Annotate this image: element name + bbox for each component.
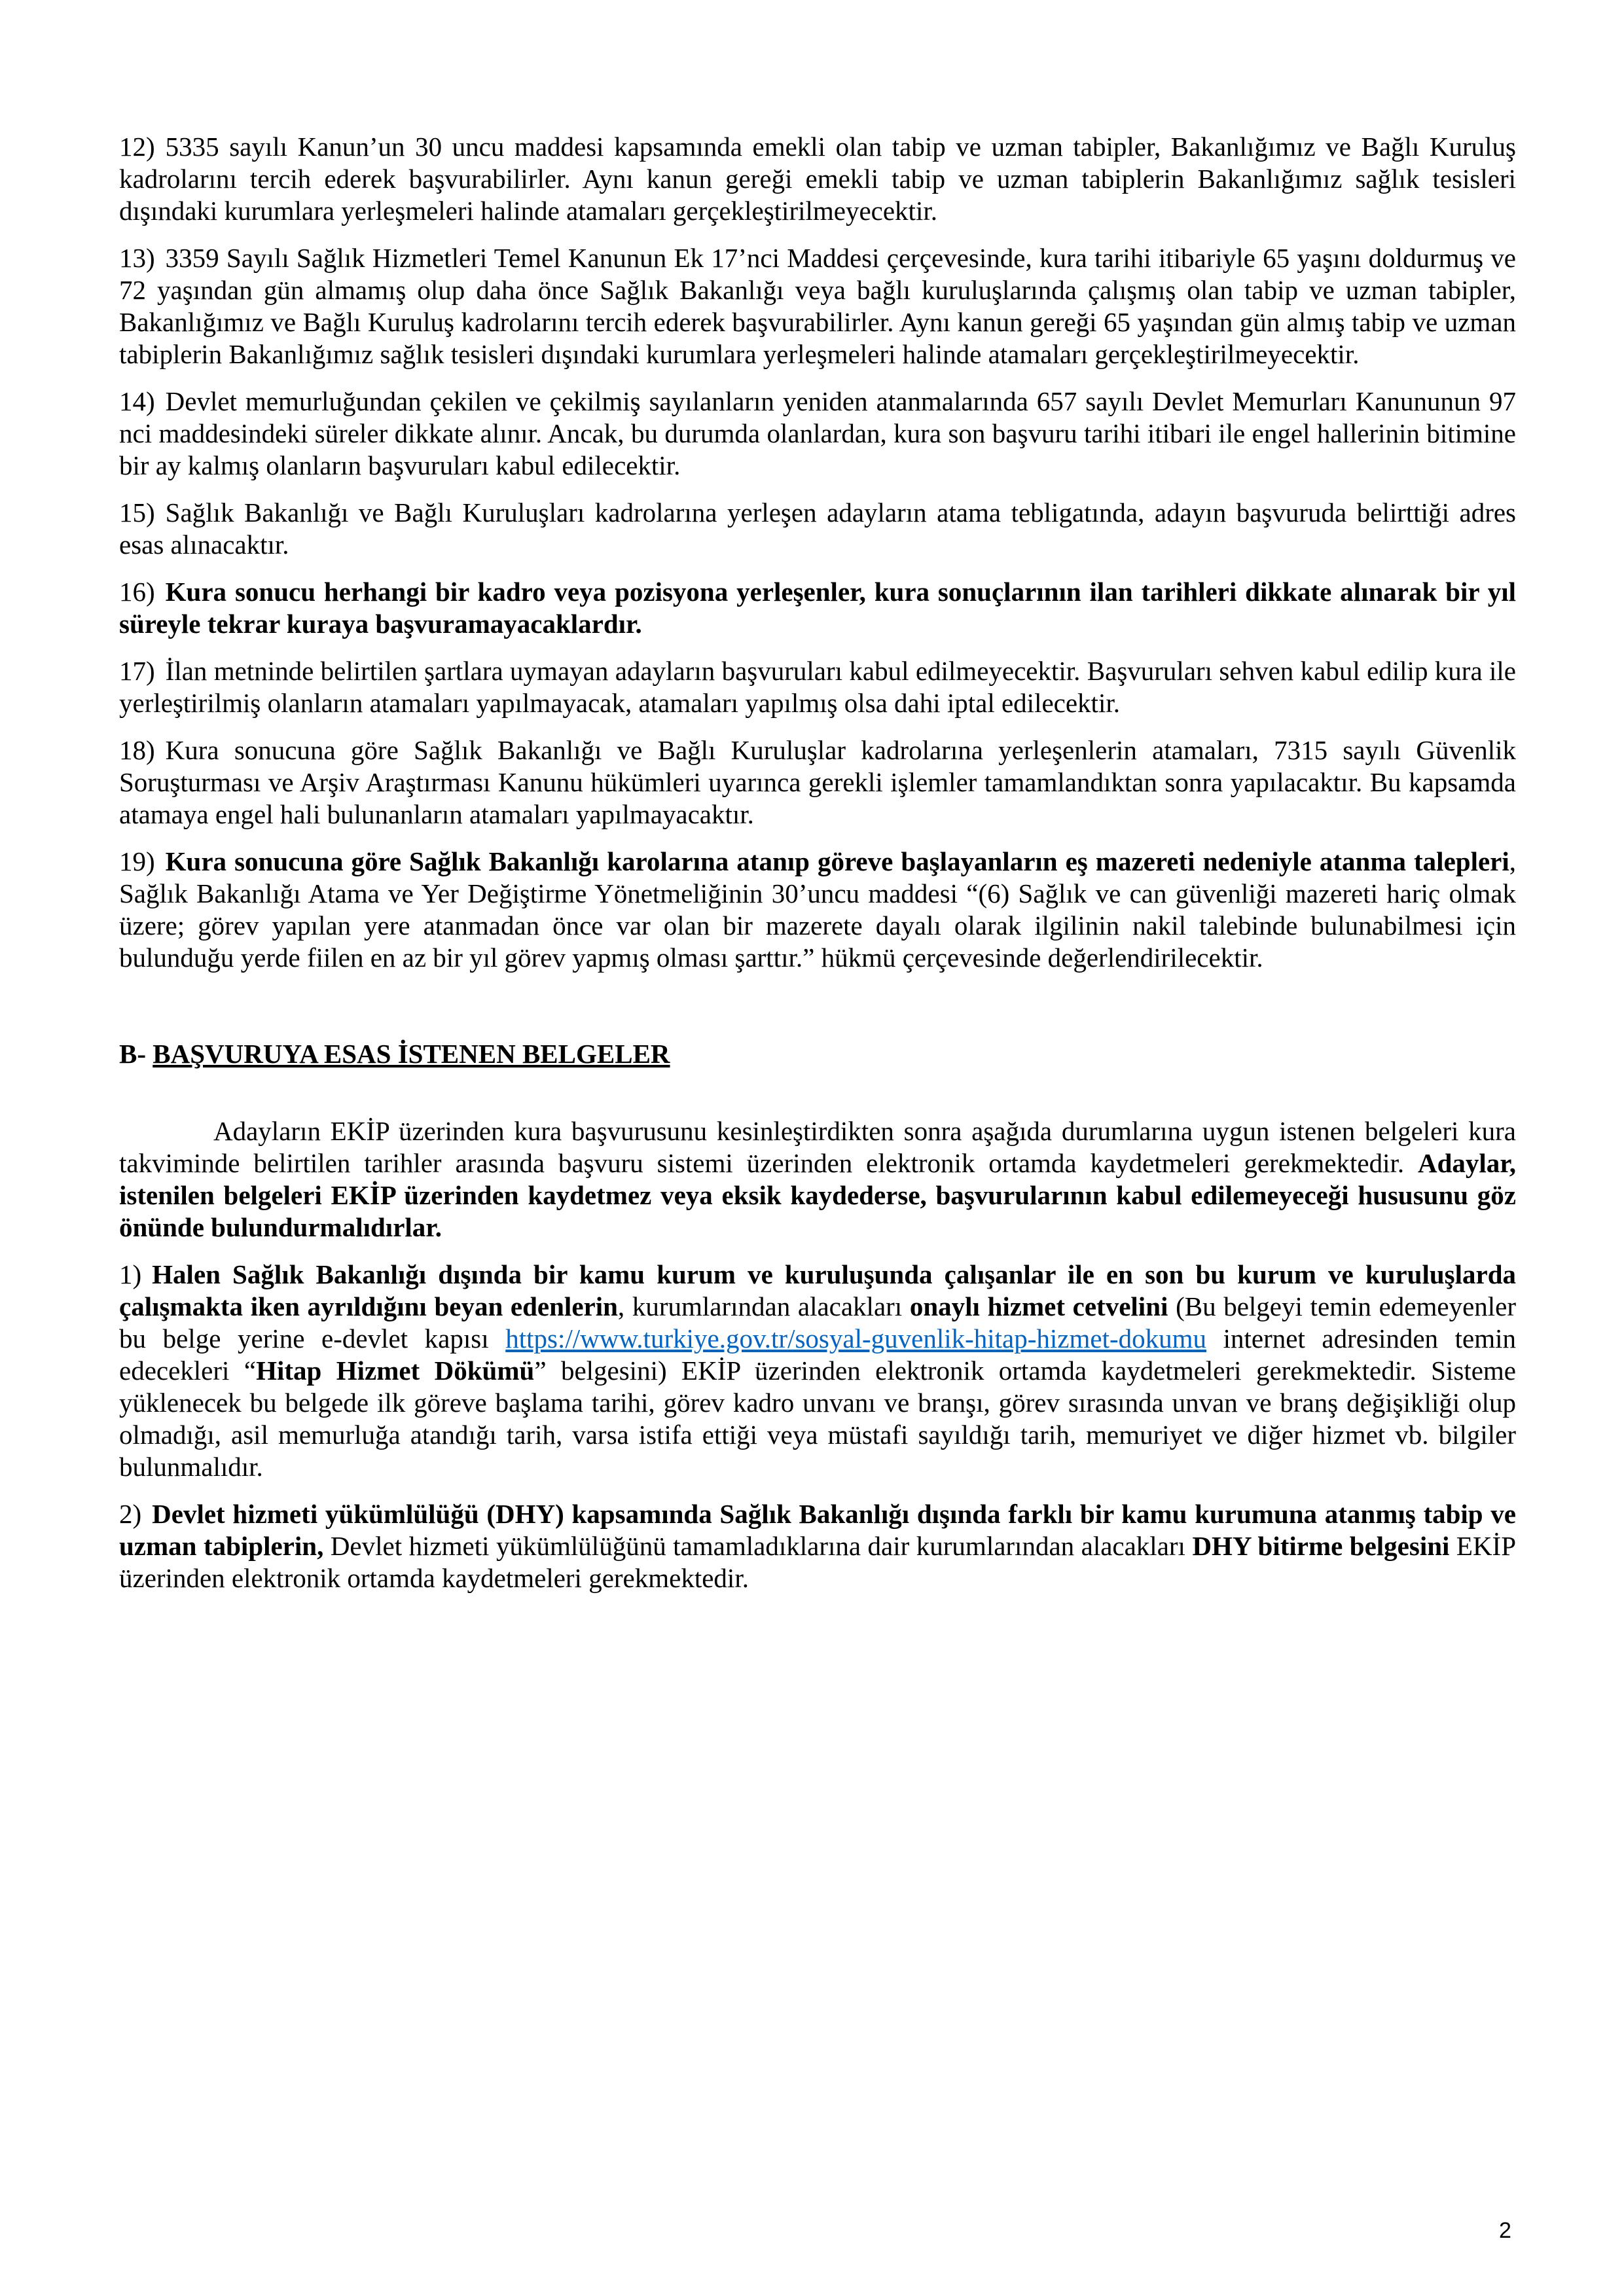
item-text: , kurumlarından alacakları bbox=[617, 1291, 903, 1321]
list-item-16 bbox=[119, 576, 1516, 640]
page-number: 2 bbox=[1499, 2218, 1511, 2243]
item-text: Devlet hizmeti yükümlülüğünü tamamladıklarına dair kurumlarından alacakları bbox=[330, 1531, 1185, 1561]
item-bold-text: Kura sonucu herhangi bir kadro veya pozisyona yerleşenler, kura sonuçlarının ilan tarihleri dikkate alınarak bir yıl süreyle tekrar kuraya başvuramayacaklardır. bbox=[119, 577, 1516, 639]
item-number: 19) bbox=[119, 846, 155, 876]
item-text: Kura sonucuna göre Sağlık Bakanlığı ve Bağlı Kuruluşlar kadrolarına yerleşenlerin atamaları, 7315 sayılı Güvenlik Soruşturması ve Arşiv Araştırması Kanunu hükümleri uyarınca gerekli işlemler tamamlandıktan sonra yapılacaktır. Bu kapsamda atamaya engel hali bulunanların atamaları yapılmayacaktır. bbox=[119, 735, 1516, 829]
document-item-2 bbox=[119, 1498, 1516, 1594]
list-item-14 bbox=[119, 386, 1516, 482]
item-bold-text: onaylı hizmet cetvelini bbox=[909, 1291, 1168, 1321]
item-text: EKİP üzerinden elektronik ortamda kaydetmeleri gerekmektedir. bbox=[119, 1531, 1517, 1593]
item-number: 13) bbox=[119, 243, 155, 273]
item-bold-text: Halen Sağlık Bakanlığı dışında bir kamu kurum ve kuruluşunda çalışanlar ile en son bu kurum ve kuruluşlarda çalışmakta iken ayrıldığını beyan edenlerin bbox=[119, 1259, 1516, 1321]
item-text: Sağlık Bakanlığı ve Bağlı Kuruluşları kadrolarına yerleşen adayların atama tebligatında, adayın başvuruda belirttiği adres esas alınacaktır. bbox=[119, 497, 1516, 560]
hitap-link[interactable]: https://www.turkiye.gov.tr/sosyal-guvenlik-hitap-hizmet-dokumu bbox=[505, 1323, 1206, 1354]
list-item-12 bbox=[119, 131, 1516, 227]
section-prefix: B- bbox=[119, 1039, 146, 1069]
section-b-intro bbox=[119, 1115, 1516, 1244]
item-bold-text: Devlet hizmeti yükümlülüğü (DHY) kapsamında Sağlık Bakanlığı dışında farklı bir kamu kurumuna atanmış tabip ve uzman tabiplerin, bbox=[119, 1499, 1516, 1561]
item-bold-text: DHY bitirme belgesini bbox=[1192, 1531, 1450, 1561]
item-text: Devlet memurluğundan çekilen ve çekilmiş sayılanların yeniden atanmalarında 657 sayılı Devlet Memurları Kanununun 97 nci maddesindeki süreler dikkate alınır. Ancak, bu durumda olanlardan, kura son başvuru tarihi itibari ile engel hallerinin bitimine bir ay kalmış olanların başvuruları kabul edilecektir. bbox=[119, 386, 1516, 480]
item-text: 3359 Sayılı Sağlık Hizmetleri Temel Kanunun Ek 17’nci Maddesi çerçevesinde, kura tarihi itibariyle 65 yaşını doldurmuş ve 72 yaşından gün almamış olup daha önce Sağlık Bakanlığı veya bağlı kuruluşlarında çalışmış olan tabip ve uzman tabipler, Bakanlığımız ve Bağlı Kuruluş kadrolarını tercih ederek başvurabilirler. Aynı kanun gereği 65 yaşından gün almış tabip ve uzman tabiplerin Bakanlığımız sağlık tesisleri dışındaki kurumlara yerleşmeleri halinde atamaları gerçekleştirilmeyecektir. bbox=[119, 243, 1516, 369]
page-content bbox=[119, 131, 1516, 1609]
item-number: 1) bbox=[119, 1259, 142, 1289]
item-text: (Bu belgeyi temin edemeyenler bu belge yerine e-devlet kapısı bbox=[119, 1291, 1517, 1354]
item-text: İlan metninde belirtilen şartlara uymayan adayların başvuruları kabul edilmeyecektir. Başvuruları sehven kabul edilip kura ile yerleştirilmiş olanların atamaları yapılmayacak, atamaları yapılmış olsa dahi iptal edilecektir. bbox=[119, 656, 1516, 718]
item-bold-text: Hitap Hizmet Dökümü bbox=[256, 1355, 535, 1386]
section-title: BAŞVURUYA ESAS İSTENEN BELGELER bbox=[153, 1039, 670, 1069]
item-number: 12) bbox=[119, 132, 155, 162]
item-number: 15) bbox=[119, 497, 155, 528]
item-text: internet adresinden temin edecekleri “ bbox=[119, 1323, 1517, 1386]
item-number: 2) bbox=[119, 1499, 142, 1529]
item-number: 17) bbox=[119, 656, 155, 686]
intro-text: Adayların EKİP üzerinden kura başvurusunu kesinleştirdikten sonra aşağıda durumlarına uygun istenen belgeleri kura takviminde belirtilen tarihler arasında başvuru sistemi üzerinden elektronik ortamda kaydetmeleri gerekmektedir. bbox=[119, 1116, 1516, 1178]
section-b-heading bbox=[119, 1038, 1516, 1070]
intro-bold-text: Adaylar, istenilen belgeleri EKİP üzerinden kaydetmez veya eksik kaydederse, başvurularının kabul edilemeyeceği hususunu göz önünde bulundurmalıdırlar. bbox=[119, 1148, 1516, 1242]
list-item-19 bbox=[119, 846, 1516, 974]
item-number: 18) bbox=[119, 735, 155, 765]
item-bold-text: Kura sonucuna göre Sağlık Bakanlığı karolarına atanıp göreve başlayanların eş mazereti nedeniyle atanma talepleri bbox=[165, 846, 1509, 876]
item-text: ” belgesini) EKİP üzerinden elektronik ortamda kaydetmeleri gerekmektedir. Sisteme yüklenecek bu belgede ilk göreve başlama tarihi, görev kadro unvanı ve branşı, görev sırasında unvan ve branş değişikliği olup olmadığı, asil memurluğa atandığı tarih, varsa istifa ettiği veya müstafi sayıldığı tarih, memuriyet ve diğer hizmet vb. bilgiler bulunmalıdır. bbox=[119, 1355, 1516, 1482]
item-number: 16) bbox=[119, 577, 155, 607]
list-item-15 bbox=[119, 497, 1516, 561]
item-text: 5335 sayılı Kanun’un 30 uncu maddesi kapsamında emekli olan tabip ve uzman tabipler, Bakanlığımız ve Bağlı Kuruluş kadrolarını tercih ederek başvurabilirler. Aynı kanun gereği emekli tabip ve uzman tabiplerin Bakanlığımız sağlık tesisleri dışındaki kurumlara yerleşmeleri halinde atamaları gerçekleştirilmeyecektir. bbox=[119, 132, 1516, 226]
list-item-17 bbox=[119, 655, 1516, 719]
list-item-18 bbox=[119, 734, 1516, 831]
document-item-1 bbox=[119, 1259, 1516, 1483]
item-text: , Sağlık Bakanlığı Atama ve Yer Değiştirme Yönetmeliğinin 30’uncu maddesi “(6) Sağlık ve can güvenliği mazereti hariç olmak üzere; görev yapılan yere atanmadan önce var olan bir mazerete dayalı olarak ilgilinin nakil talebinde bulunabilmesi için bulunduğu yerde fiilen en az bir yıl görev yapmış olması şarttır.” hükmü çerçevesinde değerlendirilecektir. bbox=[119, 846, 1516, 973]
item-number: 14) bbox=[119, 386, 155, 416]
list-item-13 bbox=[119, 242, 1516, 370]
